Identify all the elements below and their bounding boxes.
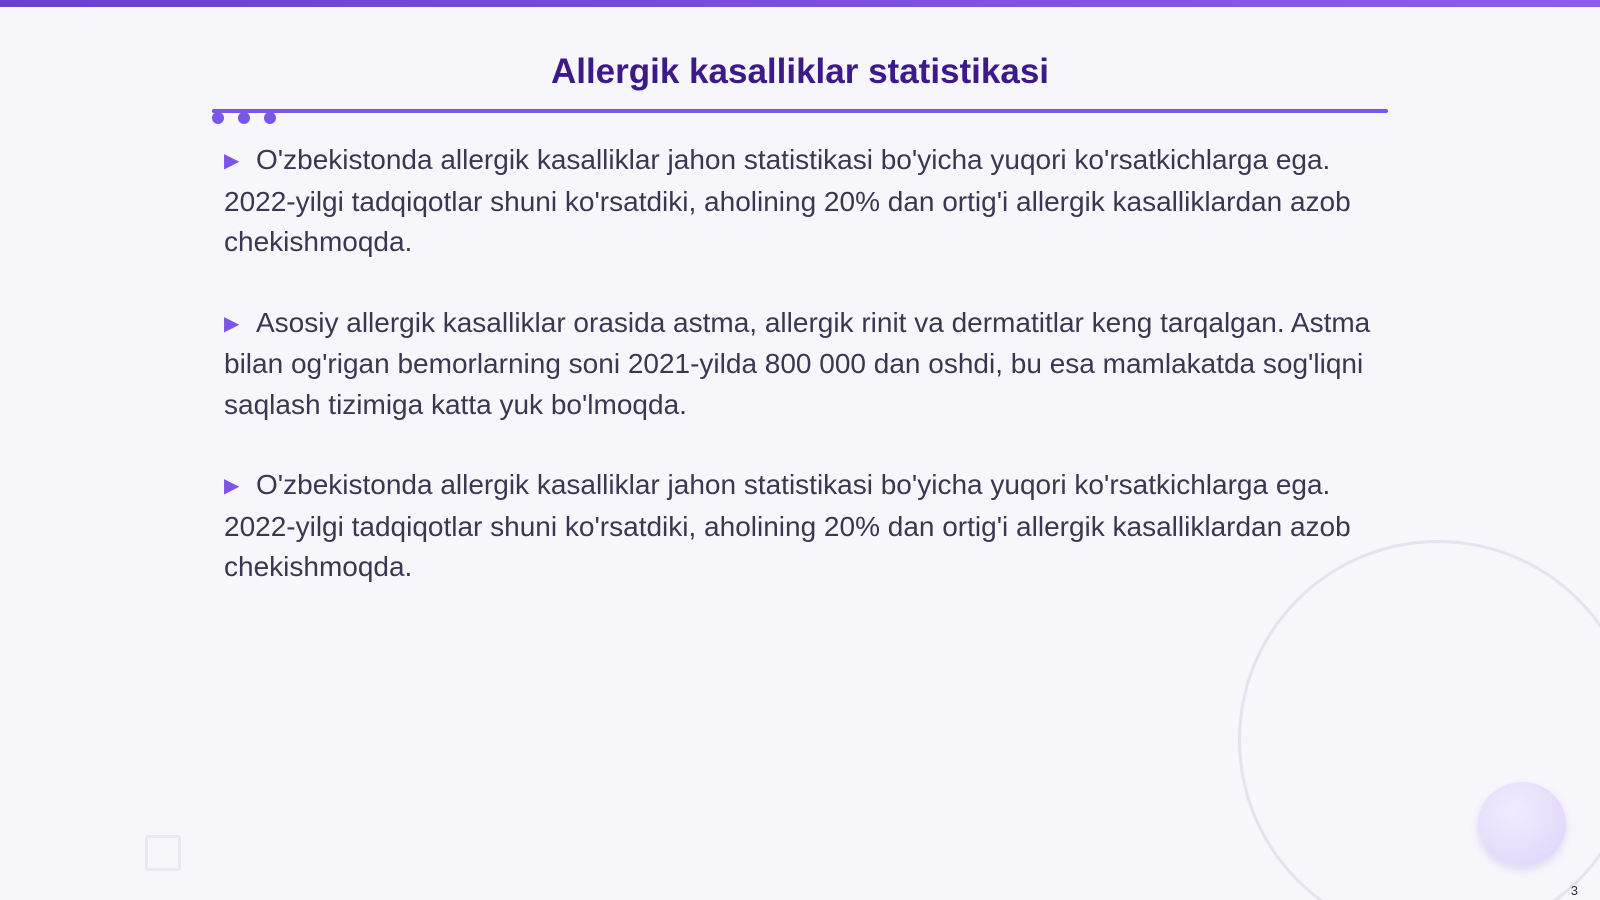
paragraph-text: Asosiy allergik kasalliklar orasida astma, allergik rinit va dermatitlar keng tarqalgan. Astma bilan og'rigan bemorlarning soni 2021-yilda 800 000 dan oshdi, bu esa mamlakatda sog'liqni saqlash tizimiga katta yuk bo'lmoqda. xyxy=(224,306,1371,420)
dot-icon xyxy=(212,112,224,124)
bullet-paragraph xyxy=(224,303,1374,426)
page-number: 3 xyxy=(1570,883,1578,898)
triangle-right-icon: ▶ xyxy=(224,312,240,335)
slide-title: Allergik kasalliklar statistikasi xyxy=(550,52,1050,91)
triangle-right-icon: ▶ xyxy=(224,475,240,497)
slide-body xyxy=(224,140,1374,628)
decorative-disc xyxy=(1478,782,1566,866)
dot-icon xyxy=(264,112,276,124)
title-underline xyxy=(212,109,1388,113)
bullet-paragraph xyxy=(224,465,1374,588)
triangle-right-icon: ▶ xyxy=(224,150,240,172)
decorative-square xyxy=(145,835,181,871)
top-accent-bar xyxy=(0,0,1600,7)
dot-icon xyxy=(238,112,250,124)
paragraph-text: O'zbekistonda allergik kasalliklar jahon statistikasi bo'yicha yuqori ko'rsatkichlarga ega. 2022-yilgi tadqiqotlar shuni ko'rsatdiki, aholining 20% dan ortig'i allergik kasalliklardan azob chekishmoqda. xyxy=(224,144,1351,257)
bullet-paragraph xyxy=(224,140,1374,263)
paragraph-text: O'zbekistonda allergik kasalliklar jahon statistikasi bo'yicha yuqori ko'rsatkichlarga ega. 2022-yilgi tadqiqotlar shuni ko'rsatdiki, aholining 20% dan ortig'i allergik kasalliklardan azob chekishmoqda. xyxy=(224,469,1351,582)
decorative-dots xyxy=(212,112,282,126)
